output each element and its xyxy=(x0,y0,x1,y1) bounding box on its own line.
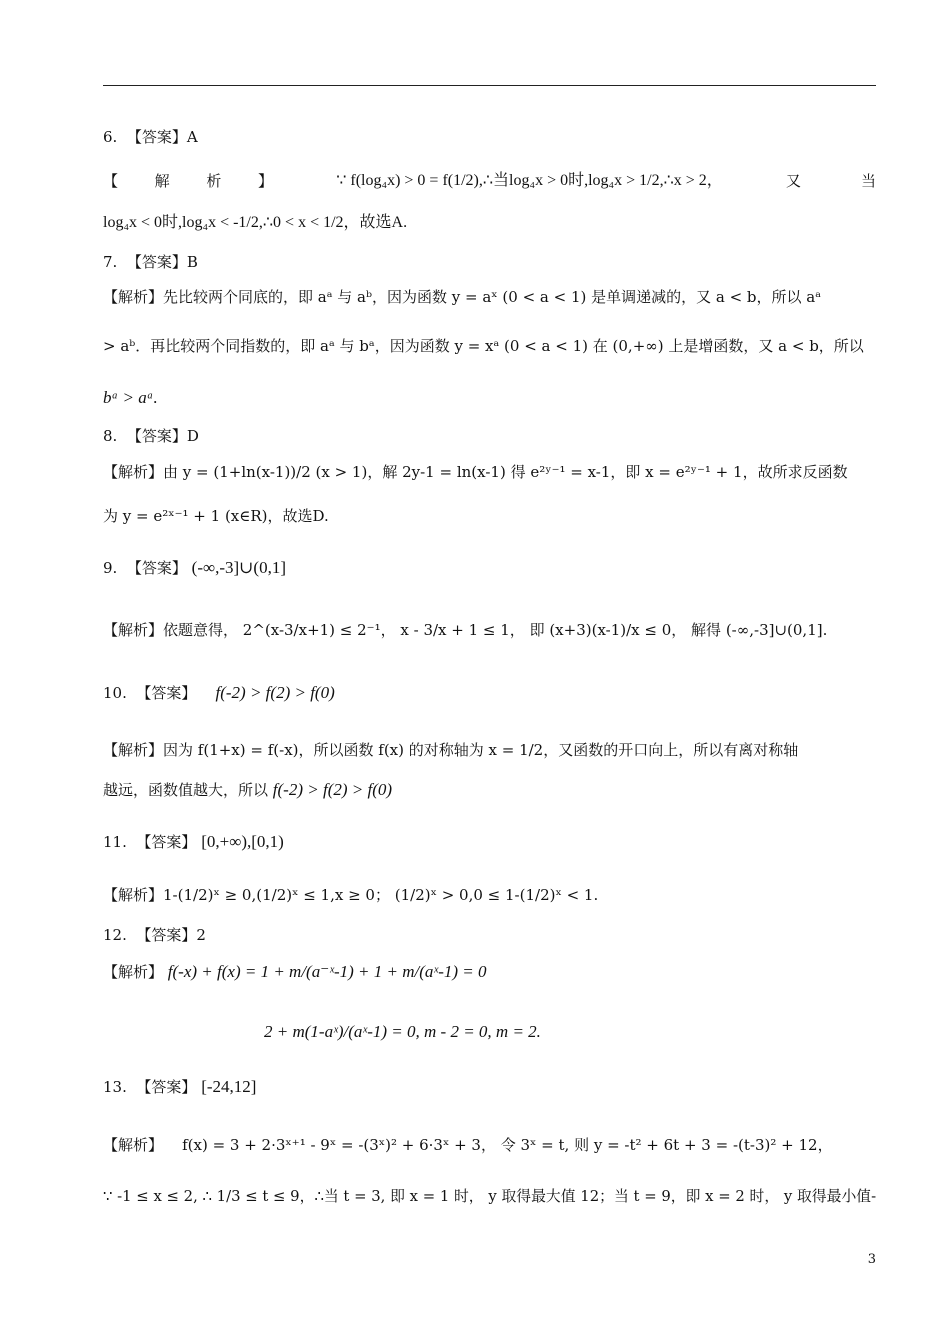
item-11-solution-line1: 【解析】1-(1/2)ˣ ≥ 0,(1/2)ˣ ≤ 1,x ≥ 0； (1/2)ˣ > 0,0 ≤ 1-(1/2)ˣ < 1. xyxy=(103,886,599,904)
page-number: 3 xyxy=(867,1252,876,1267)
item-8-solution-line2: 为 y = e²ˣ⁻¹ + 1 (x∈R)，故选D. xyxy=(103,507,329,525)
header-rule xyxy=(103,85,876,86)
item-8-answer: 8. 【答案】D xyxy=(103,427,199,445)
item-9-solution-line1: 【解析】依题意得， 2^(x-3/x+1) ≤ 2⁻¹， x - 3/x + 1 ≤ 1， 即 (x+3)(x-1)/x ≤ 0， 解得 (-∞,-3]∪(0,1]. xyxy=(103,621,828,639)
item-11-answer: 11. 【答案】 [0,+∞),[0,1) xyxy=(103,832,284,851)
item-7-solution-line2: > aᵇ．再比较两个同指数的，即 aᵃ 与 bᵃ，因为函数 y = xᵃ (0 < a < 1) 在 (0,+∞) 上是增函数，又 a < b，所以 xyxy=(103,337,864,355)
item-13-solution-line1: 【解析】 f(x) = 3 + 2·3ˣ⁺¹ - 9ˣ = -(3ˣ)² + 6·3ˣ + 3， 令 3ˣ = t, 则 y = -t² + 6t + 3 = -(t-3)² + 12， xyxy=(103,1136,833,1154)
item-10-solution-line1: 【解析】因为 f(1+x) = f(-x)，所以函数 f(x) 的对称轴为 x = 1/2，又函数的开口向上，所以有离对称轴 xyxy=(103,741,799,759)
item-12-solution-line2: 2 + m(1-aˣ)/(aˣ-1) = 0, m - 2 = 0, m = 2. xyxy=(264,1022,541,1041)
item-6-solution-line2: log₄x < 0时,log₄x < -1/2,∴0 < x < 1/2，故选A. xyxy=(103,214,408,231)
item-8-solution-line1: 【解析】由 y = (1+ln(x-1))/2 (x > 1)，解 2y-1 = ln(x-1) 得 e²ʸ⁻¹ = x-1，即 x = e²ʸ⁻¹ + 1，故所求反函数 xyxy=(103,463,848,481)
item-6-answer: 6. 【答案】A xyxy=(103,128,198,146)
item-6-solution-line1: 【 解 析 】 ∵ f(log₄x) > 0 = f(1/2),∴当log₄x > 0时,log₄x > 1/2,∴x > 2， 又 当 xyxy=(103,172,876,190)
item-7-answer: 7. 【答案】B xyxy=(103,253,198,271)
item-12-answer: 12. 【答案】2 xyxy=(103,926,206,944)
item-7-solution-line3: bᵃ > aᵃ. xyxy=(103,388,158,407)
item-9-answer: 9. 【答案】 (-∞,-3]∪(0,1] xyxy=(103,558,286,577)
item-10-solution-line2: 越远，函数值越大，所以 f(-2) > f(2) > f(0) xyxy=(103,780,393,799)
item-12-solution-line1: 【解析】 f(-x) + f(x) = 1 + m/(a⁻ˣ-1) + 1 + m/(aˣ-1) = 0 xyxy=(103,962,487,981)
item-10-answer: 10. 【答案】 f(-2) > f(2) > f(0) xyxy=(103,683,335,702)
item-13-answer: 13. 【答案】 [-24,12] xyxy=(103,1077,257,1096)
item-7-solution-line1: 【解析】先比较两个同底的，即 aᵃ 与 aᵇ，因为函数 y = aˣ (0 < a < 1) 是单调递减的，又 a < b，所以 aᵃ xyxy=(103,288,822,306)
item-13-solution-line2: ∵ -1 ≤ x ≤ 2, ∴ 1/3 ≤ t ≤ 9，∴当 t = 3, 即 x = 1 时， y 取得最大值 12；当 t = 9，即 x = 2 时， y 取得最小值- xyxy=(103,1187,877,1205)
